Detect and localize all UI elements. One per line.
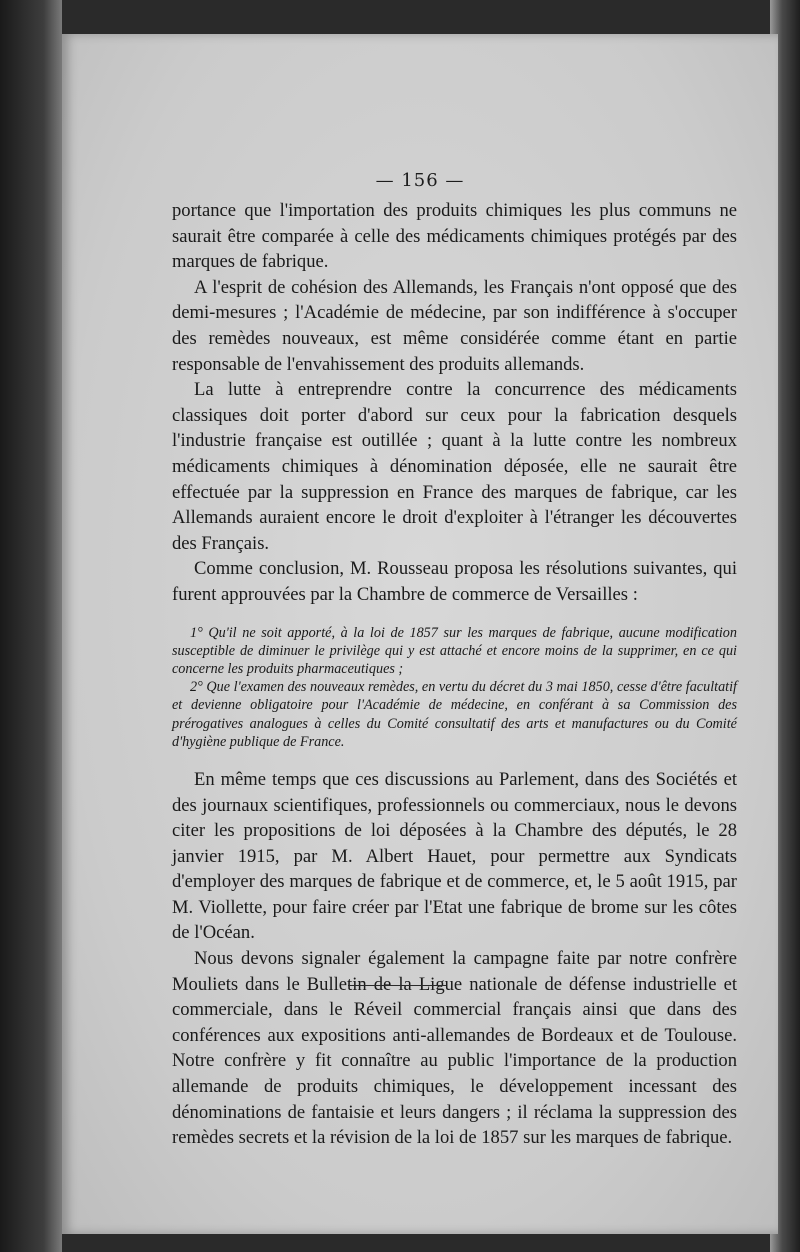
page-number: — 156 — [375, 170, 465, 191]
section-divider [348, 985, 446, 986]
paragraph-continued: portance que l'importation des produits chimiques les plus communs ne saurait être comparée à celle des médicaments chimiques protégés par des marques de fabrique. [172, 200, 737, 273]
resolutions-block [172, 624, 737, 751]
page-body [172, 198, 737, 1151]
paragraph-conclusion: Comme conclusion, M. Rousseau proposa les résolutions suivantes, qui furent approuvées par la Chambre de commerce de Versailles : [172, 558, 737, 605]
paragraph-campagne: Nous devons signaler également la campagne faite par notre confrère Mouliets dans le Bulletin de la Ligue nationale de défense industrielle et commerciale, dans le Réveil commercial français ainsi que dans des conférences aux expositions anti-allemandes de Bordeaux et de Toulouse. Notre confrère y fit connaître au public l'importance de la production allemande de produits chimiques, le développement incessant des dénominations de fantaisie et leurs dangers ; il réclama la suppression des remèdes secrets et la révision de la loi de 1857 sur les marques de fabrique. [172, 948, 737, 1149]
paragraph-parlement: En même temps que ces discussions au Parlement, dans des Sociétés et des journaux scientifiques, professionnels ou commerciaux, nous le devons citer les propositions de loi déposées à la Chambre des députés, le 28 janvier 1915, par M. Albert Hauet, pour permettre aux Syndicats d'employer des marques de fabrique et de commerce, et, le 5 août 1915, par M. Viollette, pour faire créer par l'Etat une fabrique de brome sur les côtes de l'Océan. [172, 768, 737, 944]
book-binding-left [0, 0, 62, 1252]
resolution-2: 2° Que l'examen des nouveaux remèdes, en vertu du décret du 3 mai 1850, cesse d'être facultatif et devienne obligatoire pour l'Académie de médecine, en conférant à sa Commission des prérogatives analogues à celles du Comité consultatif des arts et manufactures ou du Comité d'hygiène publique de France. [172, 679, 737, 750]
book-page [62, 34, 778, 1234]
paragraph-lutte: La lutte à entreprendre contre la concurrence des médicaments classiques doit porter d'abord sur ceux pour la fabrication desquels l'industrie française est outillée ; quant à la lutte contre les nombreux médicaments chimiques à dénomination déposée, elle ne saurait être effectuée par la suppression en France des marques de fabrique, car les Allemands auraient encore le droit d'exploiter à l'étranger les découvertes des Français. [172, 379, 737, 554]
resolution-1: 1° Qu'il ne soit apporté, à la loi de 1857 sur les marques de fabrique, aucune modification susceptible de diminuer le privilège qui y est attaché et encore moins de la supprimer, en ce qui concerne les produits pharmaceutiques ; [172, 624, 737, 677]
paragraph-cohesion: A l'esprit de cohésion des Allemands, les Français n'ont opposé que des demi-mesures ; l'Académie de médecine, par son indifférence à s'occuper des remèdes nouveaux, est même considérée comme étant en partie responsable de l'envahissement des produits allemands. [172, 276, 737, 375]
